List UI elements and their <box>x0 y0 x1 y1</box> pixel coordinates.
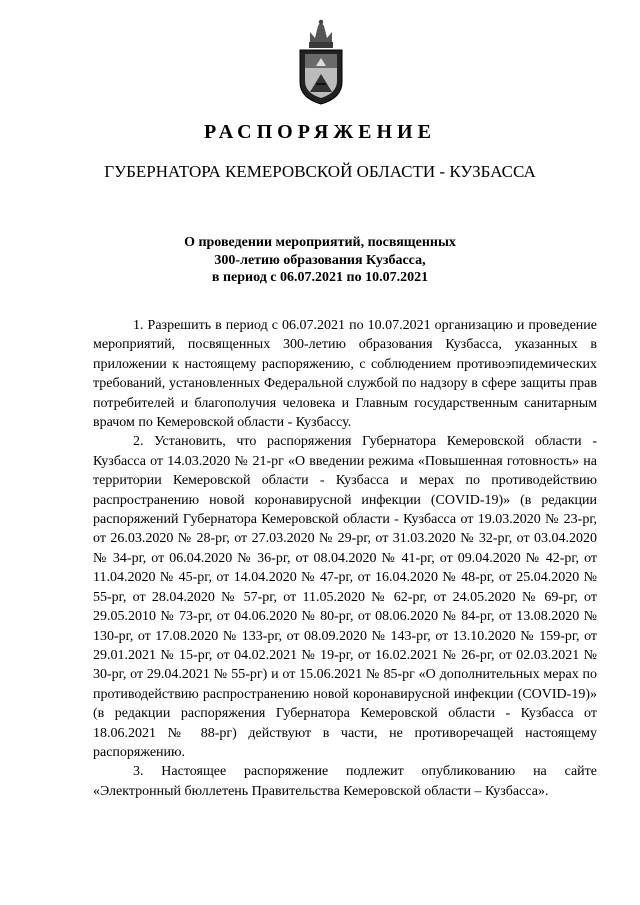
issuer-subtitle: ГУБЕРНАТОРА КЕМЕРОВСКОЙ ОБЛАСТИ - КУЗБАССА <box>104 162 536 181</box>
document-heading <box>0 234 640 287</box>
heading-line-1: О проведении мероприятий, посвященных <box>184 235 456 250</box>
paragraph-3: 3. Настоящее распоряжение подлежит опубликованию на сайте «Электронный бюллетень Правительства Кемеровской области – Кузбасса». <box>93 764 597 799</box>
heading-line-2: 300-летию образования Кузбасса, <box>214 252 426 268</box>
document-title: РАСПОРЯЖЕНИЕ <box>204 121 436 143</box>
heading-line-3: в период с 06.07.2021 по 10.07.2021 <box>211 270 429 285</box>
coat-of-arms-icon <box>296 18 346 106</box>
paragraph-1: 1. Разрешить в период с 06.07.2021 по 10.07.2021 организацию и проведение мероприятий, посвященных 300-летию образования Кузбасса, указанных в приложении к настоящему распоряжению, с соблюдением противоэпидемических требований, установленных Федеральной службой по надзору в сфере защиты прав потребителей и благополучия человека и Главным государственным санитарным врачом по Кемеровской области - Кузбассу. <box>93 318 597 431</box>
document-body <box>93 316 597 801</box>
paragraph-2: 2. Установить, что распоряжения Губернатора Кемеровской области - Кузбасса от 14.03.2020 № 21-рг «О введении режима «Повышенная готовность» на территории Кемеровской области - Кузбасса и мерах по противодействию распространению новой коронавирусной инфекции (COVID-19)» (в редакции распоряжений Губернатора Кемеровской области - Кузбасса от 19.03.2020 № 23-рг, от 26.03.2020 № 28-рг, от 27.03.2020 № 29-рг, от 31.03.2020 № 32-рг, от 03.04.2020 № 34-рг, от 06.04.2020 № 36-рг, от 08.04.2020 № 41-рг, от 09.04.2020 № 42-рг, от 11.04.2020 № 45-рг, от 14.04.2020 № 47-рг, от 16.04.2020 № 48-рг, от 25.04.2020 № 55-рг, от 28.04.2020 № 57-рг, от 11.05.2020 № 62-рг, от 24.05.2020 № 69-рг, от 29.05.2010 № 73-рг, от 04.06.2020 № 80-рг, от 08.06.2020 № 84-рг, от 13.08.2020 № 130-рг, от 17.08.2020 № 133-рг, от 08.09.2020 № 143-рг, от 13.10.2020 № 159-рг, от 29.01.2021 № 15-рг, от 04.02.2021 № 19-рг, от 16.02.2021 № 26-рг, от 02.03.2021 № 30-рг, от 29.04.2021 № 55-рг) и от 15.06.2021 № 85-рг «О дополнительных мерах по противодействию распространению новой коронавирусной инфекции (COVID-19)» (в редакции распоряжения Губернатора Кемеровской области - Кузбасса от 18.06.2021 № 88-рг) действуют в части, не противоречащей настоящему распоряжению. <box>93 434 597 760</box>
